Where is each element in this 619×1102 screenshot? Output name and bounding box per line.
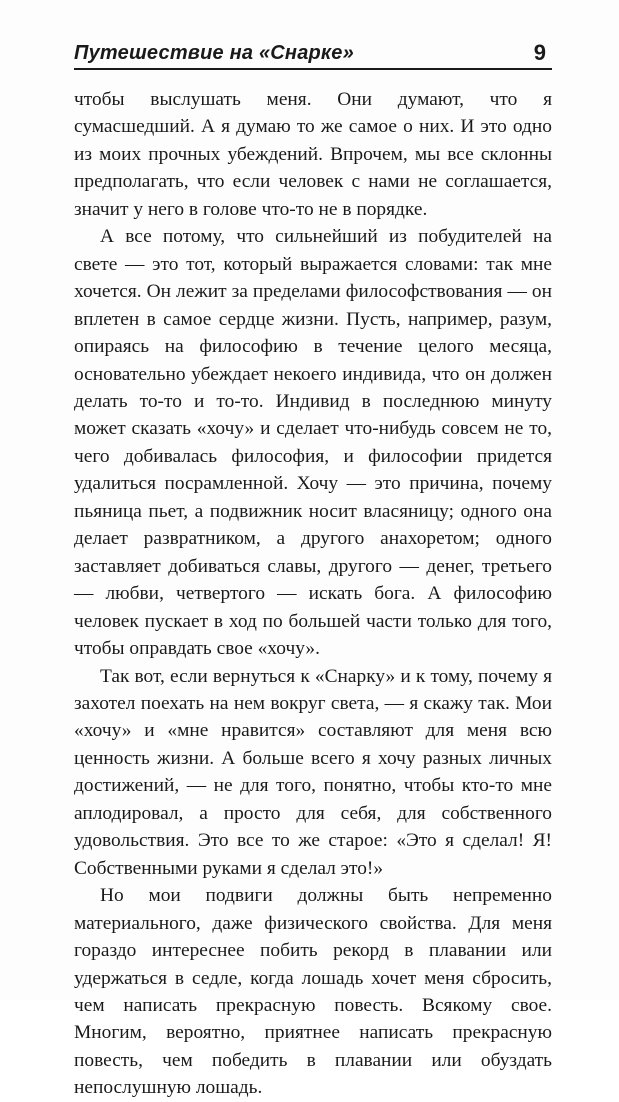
- running-title: Путешествие на «Снарке»: [74, 42, 354, 64]
- paragraph-continued: чтобы выслушать меня. Они думают, что я сумасшедший. А я думаю то же самое о них. И это одно из моих прочных убеждений. Впрочем, мы все склонны предполагать, что если человек с нами не соглашается, значит у него в голове что-то не в порядке.: [74, 89, 552, 220]
- paragraph: А все потому, что сильнейший из побудителей на свете — это тот, который выражается словами: так мне хочется. Он лежит за пределами философствования — он вплетен в самое сердце жизни. Пусть, например, разум, опираясь на философию в течение целого месяца, основательно убеждает некоего индивида, что он должен делать то-то и то-то. Индивид в последнюю минуту может сказать «хочу» и сделает что-нибудь совсем не то, чего добивалась философия, и философии придется удалиться посрамленной. Хочу — это причина, почему пьяница пьет, а подвижник носит власяницу; одного она делает развратником, а другого анахоретом; одного заставляет добиваться славы, другого — денег, третьего — любви, четвертого — искать бога. А философию человек пускает в ход по большей части только для того, чтобы оправдать свое «хочу».: [74, 226, 552, 660]
- page-number: 9: [533, 40, 546, 65]
- paragraph: Так вот, если вернуться к «Снарку» и к тому, почему я захотел поехать на нем вокруг света, — я скажу так. Мои «хочу» и «мне нравится» составляют для меня всю ценность жизни. А больше всего я хочу разных личных достижений, — не для того, понятно, чтобы кто-то мне аплодировал, а просто для себя, для собственного удовольствия. Это все то же старое: «Это я сделал! Я! Собственными руками я сделал это!»: [74, 665, 552, 879]
- body-text: [74, 86, 552, 1102]
- paragraph: Но мои подвиги должны быть непременно материального, даже физического свойства. Для меня гораздо интереснее побить рекорд в плавании или удержаться в седле, когда лошадь хочет меня сбросить, чем написать прекрасную повесть. Всякому свое. Многим, вероятно, приятнее написать прекрасную повесть, чем победить в плавании или обуздать непослушную лошадь.: [74, 885, 552, 1099]
- running-head: [74, 38, 552, 70]
